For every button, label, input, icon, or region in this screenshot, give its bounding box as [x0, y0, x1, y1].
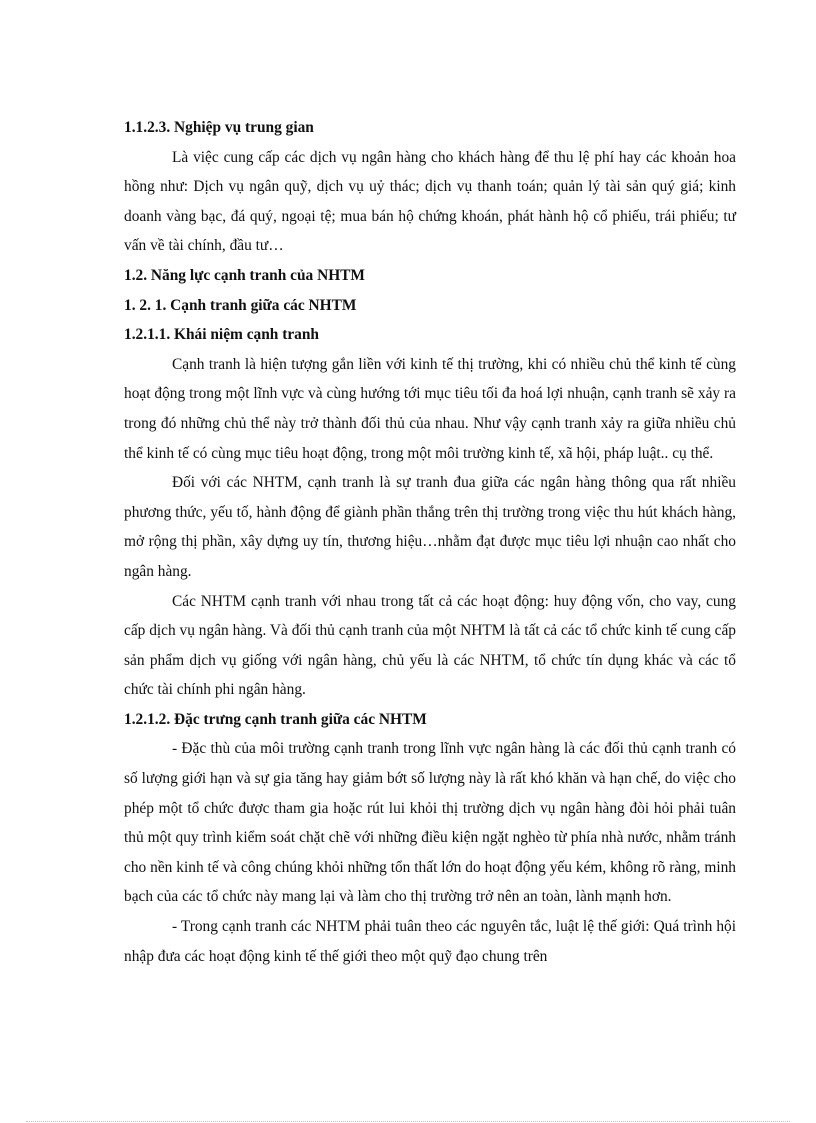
section-heading-1-2: 1.2. Năng lực cạnh tranh của NHTM	[124, 266, 365, 284]
section-heading-1-2-1: 1. 2. 1. Cạnh tranh giữa các NHTM	[124, 296, 357, 314]
paragraph-intermediary-services: Là việc cung cấp các dịch vụ ngân hàng cho khách hàng để thu lệ phí hay các khoản hoa hồng như: Dịch vụ ngân quỹ, dịch vụ uỷ thác; dịch vụ thanh toán; quản lý tài sản quý giá; kinh doanh vàng bạc, đá quý, ngoại tệ; mua bán hộ chứng khoán, phát hành hộ cổ phiếu, trái phiếu; tư vấn về tài chính, đầu tư…	[124, 148, 736, 255]
document-body	[124, 113, 736, 971]
paragraph-competition-concept: Cạnh tranh là hiện tượng gắn liền với kinh tế thị trường, khi có nhiều chủ thể kinh tế cùng hoạt động trong một lĩnh vực và cùng hướng tới mục tiêu tối đa hoá lợi nhuận, cạnh tranh sẽ xảy ra trong đó những chủ thể này trở thành đối thủ của nhau. Như vậy cạnh tranh xảy ra giữa nhiều chủ thể kinh tế có cùng mục tiêu hoạt động, trong một môi trường kinh tế, xã hội, pháp luật.. cụ thể.	[124, 355, 736, 462]
paragraph-bank-competition: Đối với các NHTM, cạnh tranh là sự tranh đua giữa các ngân hàng thông qua rất nhiều phương thức, yếu tố, hành động để giành phần thắng trên thị trường trong việc thu hút khách hàng, mở rộng thị phần, xây dựng uy tín, thương hiệu…nhằm đạt được mục tiêu lợi nhuận cao nhất cho ngân hàng.	[124, 474, 736, 580]
page-bottom-divider	[26, 1121, 790, 1122]
paragraph-environment-specifics: - Đặc thù của môi trường cạnh tranh trong lĩnh vực ngân hàng là các đối thủ cạnh tranh có số lượng giới hạn và sự gia tăng hay giảm bớt số lượng này là rất khó khăn và hạn chế, do việc cho phép một tổ chức được tham gia hoặc rút lui khỏi thị trường dịch vụ ngân hàng đòi hỏi phải tuân thủ một quy trình kiểm soát chặt chẽ với những điều kiện ngặt nghèo từ phía nhà nước, nhằm tránh cho nền kinh tế và công chúng khỏi những tổn thất lớn do hoạt động yếu kém, không rõ ràng, minh bạch của các tổ chức này mang lại và làm cho thị trường trở nên an toàn, lành mạnh hơn.	[124, 740, 736, 906]
paragraph-international-rules: - Trong cạnh tranh các NHTM phải tuân theo các nguyên tắc, luật lệ thế giới: Quá trình hội nhập đưa các hoạt động kinh tế thế giới theo một quỹ đạo chung trên	[124, 918, 736, 965]
section-heading-1-2-1-1: 1.2.1.1. Khái niệm cạnh tranh	[124, 326, 319, 344]
section-heading-1-2-1-2: 1.2.1.2. Đặc trưng cạnh tranh giữa các NHTM	[124, 710, 427, 728]
paragraph-competitors: Các NHTM cạnh tranh với nhau trong tất cả các hoạt động: huy động vốn, cho vay, cung cấp dịch vụ ngân hàng. Và đối thủ cạnh tranh của một NHTM là tất cả các tổ chức kinh tế cung cấp sản phẩm dịch vụ giống với ngân hàng, chủ yếu là các NHTM, tổ chức tín dụng khác và các tổ chức tài chính phi ngân hàng.	[124, 592, 736, 699]
section-heading-1-1-2-3: 1.1.2.3. Nghiệp vụ trung gian	[124, 119, 314, 136]
